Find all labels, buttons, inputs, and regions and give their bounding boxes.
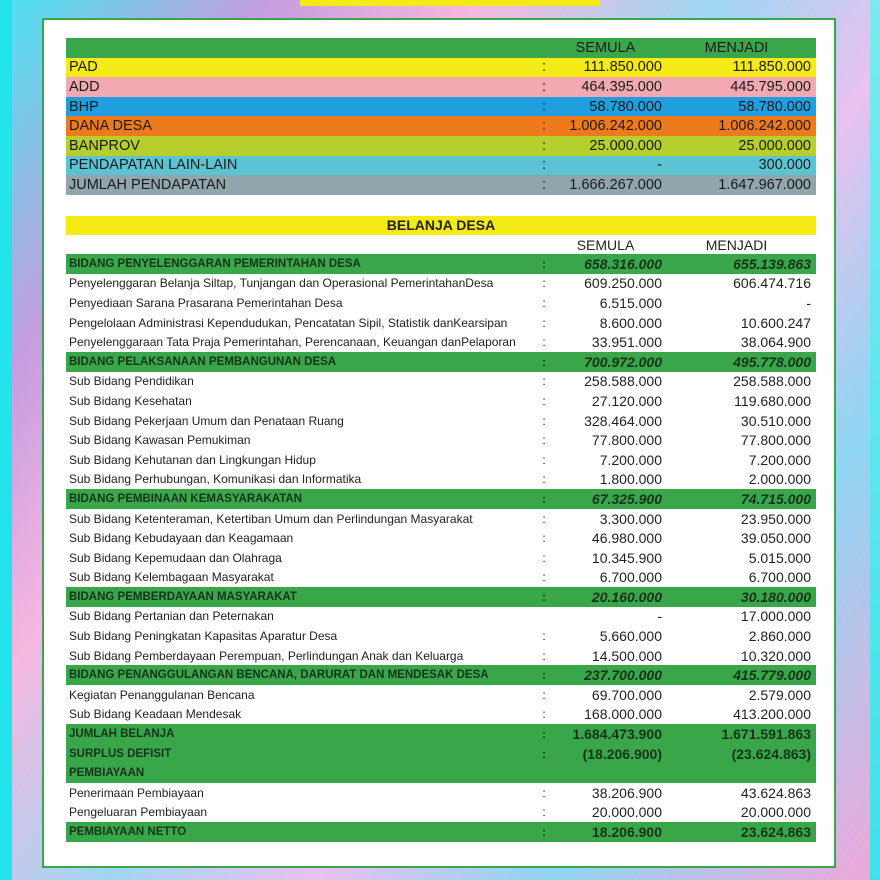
row-label: Kegiatan Penanggulanan Bencana xyxy=(69,687,255,702)
value-semula: 20.160.000 xyxy=(591,588,662,605)
table-row xyxy=(66,372,816,392)
value-semula: 58.780.000 xyxy=(589,98,662,115)
value-menjadi: 606.474.716 xyxy=(733,275,811,292)
value-semula: 18.206.900 xyxy=(591,824,662,841)
pendapatan-header-row xyxy=(66,38,816,58)
table-row xyxy=(66,274,816,294)
value-semula: 700.972.000 xyxy=(584,353,662,370)
row-separator: : xyxy=(542,687,546,702)
row-separator: : xyxy=(542,413,546,428)
value-menjadi: 10.320.000 xyxy=(740,647,811,664)
row-label: PEMBIAYAAN NETTO xyxy=(69,826,187,839)
value-menjadi: 43.624.863 xyxy=(740,784,811,801)
value-menjadi: 10.600.247 xyxy=(740,314,811,331)
value-menjadi: 2.579.000 xyxy=(748,686,811,703)
table-row xyxy=(66,332,816,352)
row-label: Sub Bidang Pemberdayaan Perempuan, Perlindungan Anak dan Keluarga xyxy=(69,648,464,663)
value-semula: 111.850.000 xyxy=(583,59,662,76)
row-separator: : xyxy=(542,374,546,389)
row-separator: : xyxy=(542,295,546,310)
value-menjadi: 38.064.900 xyxy=(740,334,811,351)
value-semula: 1.006.242.000 xyxy=(569,118,662,135)
table-row xyxy=(66,685,816,705)
value-semula: 258.588.000 xyxy=(584,373,662,390)
value-menjadi: 300.000 xyxy=(758,157,811,174)
row-separator: : xyxy=(542,785,546,800)
row-label: JUMLAH BELANJA xyxy=(69,728,175,741)
table-row xyxy=(66,509,816,529)
table-row xyxy=(66,450,816,470)
value-menjadi: 445.795.000 xyxy=(730,78,811,95)
row-separator: : xyxy=(542,648,546,663)
table-row xyxy=(66,97,816,117)
row-label: BIDANG PEMBERDAYAAN MASYARAKAT xyxy=(69,590,297,603)
row-separator: : xyxy=(542,570,546,585)
table-row xyxy=(66,77,816,97)
row-separator: : xyxy=(542,589,546,604)
value-semula: 6.515.000 xyxy=(599,294,662,311)
table-row xyxy=(66,822,816,842)
header-menjadi: MENJADI xyxy=(705,236,768,253)
row-label: SURPLUS DEFISIT xyxy=(69,747,172,760)
value-menjadi: 39.050.000 xyxy=(740,530,811,547)
value-menjadi: - xyxy=(806,294,811,311)
row-separator: : xyxy=(542,511,546,526)
table-row xyxy=(66,528,816,548)
value-semula: 69.700.000 xyxy=(591,686,662,703)
value-semula: 14.500.000 xyxy=(591,647,662,664)
value-semula: 25.000.000 xyxy=(589,137,662,154)
row-separator: : xyxy=(541,59,547,76)
table-row xyxy=(66,313,816,333)
value-menjadi: 5.015.000 xyxy=(748,549,811,566)
value-menjadi: 258.588.000 xyxy=(733,373,811,390)
value-menjadi: 495.778.000 xyxy=(733,353,811,370)
table-row xyxy=(66,724,816,744)
value-menjadi: 23.950.000 xyxy=(740,510,811,527)
row-label: Sub Bidang Pertanian dan Peternakan xyxy=(69,609,274,624)
value-semula: 46.980.000 xyxy=(591,530,662,547)
table-row xyxy=(66,352,816,372)
row-separator: : xyxy=(542,825,546,840)
table-row xyxy=(66,116,816,136)
value-semula: - xyxy=(657,157,662,174)
belanja-title: BELANJA DESA xyxy=(66,216,816,235)
row-label: PEMBIAYAAN xyxy=(69,767,145,780)
value-menjadi: 58.780.000 xyxy=(738,98,811,115)
value-semula: (18.206.900) xyxy=(582,745,662,762)
row-label: Penyelenggaraan Tata Praja Pemerintahan, Perencanaan, Keuangan danPelaporan xyxy=(69,335,516,350)
row-separator: : xyxy=(541,137,547,154)
table-row xyxy=(66,763,816,783)
table-row xyxy=(66,587,816,607)
value-menjadi: 1.647.967.000 xyxy=(718,176,811,193)
row-label: BIDANG PENYELENGGARAN PEMERINTAHAN DESA xyxy=(69,257,361,270)
row-label: Penyediaan Sarana Prasarana Pemerintahan Desa xyxy=(69,295,343,310)
value-semula: 1.800.000 xyxy=(599,471,662,488)
value-semula: 7.200.000 xyxy=(599,451,662,468)
row-separator: : xyxy=(542,256,546,271)
row-label: ADD xyxy=(69,78,100,95)
row-label: Sub Bidang Peningkatan Kapasitas Aparatur Desa xyxy=(69,629,338,644)
value-semula: 1.684.473.900 xyxy=(572,726,662,743)
row-label: Sub Bidang Kehutanan dan Lingkungan Hidup xyxy=(69,452,316,467)
row-label: BHP xyxy=(69,98,99,115)
table-row xyxy=(66,411,816,431)
row-separator: : xyxy=(542,550,546,565)
row-label: Pengelolaan Administrasi Kependudukan, Pencatatan Sipil, Statistik danKearsipan xyxy=(69,315,508,330)
pendapatan-table xyxy=(66,38,816,195)
belanja-header-row xyxy=(66,235,816,254)
value-semula: 6.700.000 xyxy=(599,569,662,586)
belanja-table xyxy=(66,216,816,842)
value-menjadi: 20.000.000 xyxy=(740,804,811,821)
row-separator: : xyxy=(542,668,546,683)
value-menjadi: 17.000.000 xyxy=(740,608,811,625)
row-separator: : xyxy=(542,491,546,506)
table-row xyxy=(66,58,816,78)
value-semula: 27.120.000 xyxy=(591,392,662,409)
row-label: Sub Bidang Kelembagaan Masyarakat xyxy=(69,570,274,585)
row-separator: : xyxy=(542,805,546,820)
budget-panel xyxy=(42,18,836,868)
value-semula: 8.600.000 xyxy=(599,314,662,331)
value-semula: 20.000.000 xyxy=(591,804,662,821)
row-label: Sub Bidang Kebudayaan dan Keagamaan xyxy=(69,531,294,546)
row-label: Sub Bidang Kepemudaan dan Olahraga xyxy=(69,550,282,565)
value-menjadi: 25.000.000 xyxy=(738,137,811,154)
row-label: Sub Bidang Keadaan Mendesak xyxy=(69,707,242,722)
row-separator: : xyxy=(542,393,546,408)
row-label: JUMLAH PENDAPATAN xyxy=(69,176,227,193)
value-semula: 67.325.900 xyxy=(591,490,662,507)
row-separator: : xyxy=(541,78,547,95)
row-label: Sub Bidang Perhubungan, Komunikasi dan Informatika xyxy=(69,472,362,487)
table-row xyxy=(66,607,816,627)
table-row xyxy=(66,293,816,313)
table-row xyxy=(66,626,816,646)
table-row xyxy=(66,489,816,509)
value-menjadi: 1.006.242.000 xyxy=(718,118,811,135)
value-semula: 77.800.000 xyxy=(591,432,662,449)
table-row xyxy=(66,646,816,666)
value-semula: 1.666.267.000 xyxy=(569,176,662,193)
row-separator: : xyxy=(542,472,546,487)
table-row xyxy=(66,665,816,685)
header-menjadi: MENJADI xyxy=(704,39,769,56)
row-label: Penyelenggaran Belanja Siltap, Tunjangan dan Operasional PemerintahanDesa xyxy=(69,276,494,291)
table-row xyxy=(66,568,816,588)
value-semula: - xyxy=(657,608,662,625)
value-semula: 33.951.000 xyxy=(591,334,662,351)
value-menjadi: 655.139.863 xyxy=(733,255,811,272)
row-separator: : xyxy=(542,452,546,467)
row-label: Sub Bidang Pendidikan xyxy=(69,374,194,389)
row-label: Sub Bidang Ketenteraman, Ketertiban Umum dan Perlindungan Masyarakat xyxy=(69,511,473,526)
row-label: BIDANG PENANGGULANGAN BENCANA, DARURAT DAN MENDESAK DESA xyxy=(69,669,489,682)
value-menjadi: 6.700.000 xyxy=(748,569,811,586)
row-separator: : xyxy=(541,157,547,174)
value-semula: 5.660.000 xyxy=(599,628,662,645)
row-label: BANPROV xyxy=(69,137,140,154)
row-label: PAD xyxy=(69,59,98,76)
value-menjadi: 30.510.000 xyxy=(740,412,811,429)
row-separator: : xyxy=(541,118,547,135)
value-semula: 609.250.000 xyxy=(584,275,662,292)
table-row xyxy=(66,254,816,274)
row-separator: : xyxy=(542,433,546,448)
value-menjadi: 415.779.000 xyxy=(733,667,811,684)
value-semula: 10.345.900 xyxy=(591,549,662,566)
row-separator: : xyxy=(542,629,546,644)
row-label: PENDAPATAN LAIN-LAIN xyxy=(69,157,238,174)
row-separator: : xyxy=(542,531,546,546)
row-separator: : xyxy=(541,176,547,193)
row-separator: : xyxy=(542,335,546,350)
left-edge-decoration xyxy=(0,0,12,880)
value-menjadi: 77.800.000 xyxy=(740,432,811,449)
value-menjadi: 119.680.000 xyxy=(734,392,811,409)
table-row xyxy=(66,430,816,450)
row-label: Penerimaan Pembiayaan xyxy=(69,785,204,800)
value-menjadi: 111.850.000 xyxy=(732,59,811,76)
table-row xyxy=(66,783,816,803)
value-semula: 464.395.000 xyxy=(581,78,662,95)
row-separator: : xyxy=(542,276,546,291)
value-menjadi: 74.715.000 xyxy=(740,490,811,507)
value-semula: 658.316.000 xyxy=(584,255,662,272)
value-menjadi: 2.000.000 xyxy=(748,471,811,488)
value-menjadi: 2.860.000 xyxy=(748,628,811,645)
row-label: Sub Bidang Pekerjaan Umum dan Penataan Ruang xyxy=(69,413,344,428)
row-separator: : xyxy=(542,354,546,369)
right-edge-decoration xyxy=(870,0,880,880)
table-row xyxy=(66,391,816,411)
value-menjadi: 1.671.591.863 xyxy=(721,726,811,743)
row-separator: : xyxy=(542,707,546,722)
row-separator: : xyxy=(542,746,546,761)
header-semula: SEMULA xyxy=(576,236,635,253)
row-separator: : xyxy=(542,727,546,742)
value-menjadi: (23.624.863) xyxy=(731,745,811,762)
row-separator: : xyxy=(541,98,547,115)
table-row xyxy=(66,175,816,195)
table-row xyxy=(66,744,816,764)
value-menjadi: 413.200.000 xyxy=(733,706,811,723)
table-row xyxy=(66,803,816,823)
row-label: Pengeluaran Pembiayaan xyxy=(69,805,208,820)
value-semula: 3.300.000 xyxy=(599,510,662,527)
value-semula: 168.000.000 xyxy=(584,706,662,723)
table-row xyxy=(66,548,816,568)
value-menjadi: 23.624.863 xyxy=(740,824,811,841)
top-yellow-bar xyxy=(300,0,600,6)
table-row xyxy=(66,470,816,490)
row-separator: : xyxy=(542,315,546,330)
row-label: Sub Bidang Kawasan Pemukiman xyxy=(69,433,251,448)
value-semula: 328.464.000 xyxy=(584,412,662,429)
row-label: DANA DESA xyxy=(69,118,152,135)
table-row xyxy=(66,156,816,176)
row-label: BIDANG PEMBINAAN KEMASYARAKATAN xyxy=(69,492,302,505)
value-semula: 237.700.000 xyxy=(584,667,662,684)
value-semula: 38.206.900 xyxy=(591,784,662,801)
header-semula: SEMULA xyxy=(575,39,636,56)
table-row xyxy=(66,705,816,725)
table-row xyxy=(66,136,816,156)
row-label: BIDANG PELAKSANAAN PEMBANGUNAN DESA xyxy=(69,355,337,368)
value-menjadi: 30.180.000 xyxy=(740,588,811,605)
value-menjadi: 7.200.000 xyxy=(748,451,811,468)
row-label: Sub Bidang Kesehatan xyxy=(69,393,192,408)
